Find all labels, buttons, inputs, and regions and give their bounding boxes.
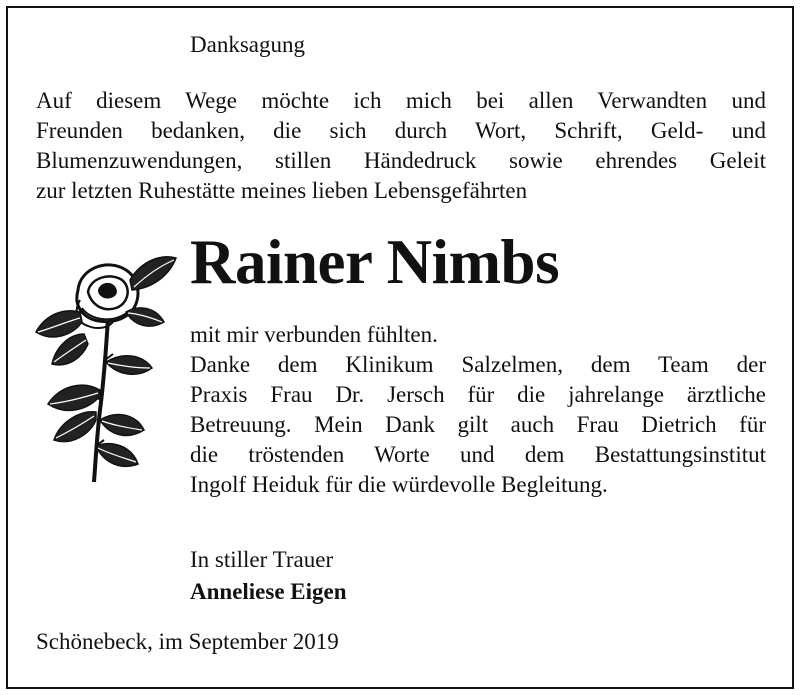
body-line: Ingolf Heiduk für die würdevolle Begleitung. (190, 472, 608, 497)
body-line: die tröstenden Worte und dem Bestattungsinstitut (190, 442, 766, 467)
intro-line: Freunden bedanken, die sich durch Wort, Schrift, Geld- und (36, 118, 766, 143)
body-line: Betreuung. Mein Dank gilt auch Frau Dietrich für (190, 412, 766, 437)
intro-paragraph (36, 86, 766, 206)
body-paragraph (190, 320, 766, 500)
body-line: Praxis Frau Dr. Jersch für die jahrelange ärztliche (190, 382, 766, 407)
intro-line: Auf diesem Wege möchte ich mich bei allen Verwandten und (36, 88, 766, 113)
intro-line: Blumenzuwendungen, stillen Händedruck sowie ehrendes Geleit (36, 148, 766, 173)
deceased-name: Rainer Nimbs (190, 227, 560, 297)
rose-icon (30, 250, 180, 485)
closing-phrase: In stiller Trauer (190, 547, 334, 572)
body-line: Danke dem Klinikum Salzelmen, dem Team der (190, 352, 766, 377)
intro-line: zur letzten Ruhestätte meines lieben Lebensgefährten (36, 178, 528, 203)
signer-name: Anneliese Eigen (190, 579, 347, 604)
place-date: Schönebeck, im September 2019 (36, 629, 339, 654)
body-line: mit mir verbunden fühlten. (190, 322, 438, 347)
notice-title: Danksagung (190, 32, 305, 57)
